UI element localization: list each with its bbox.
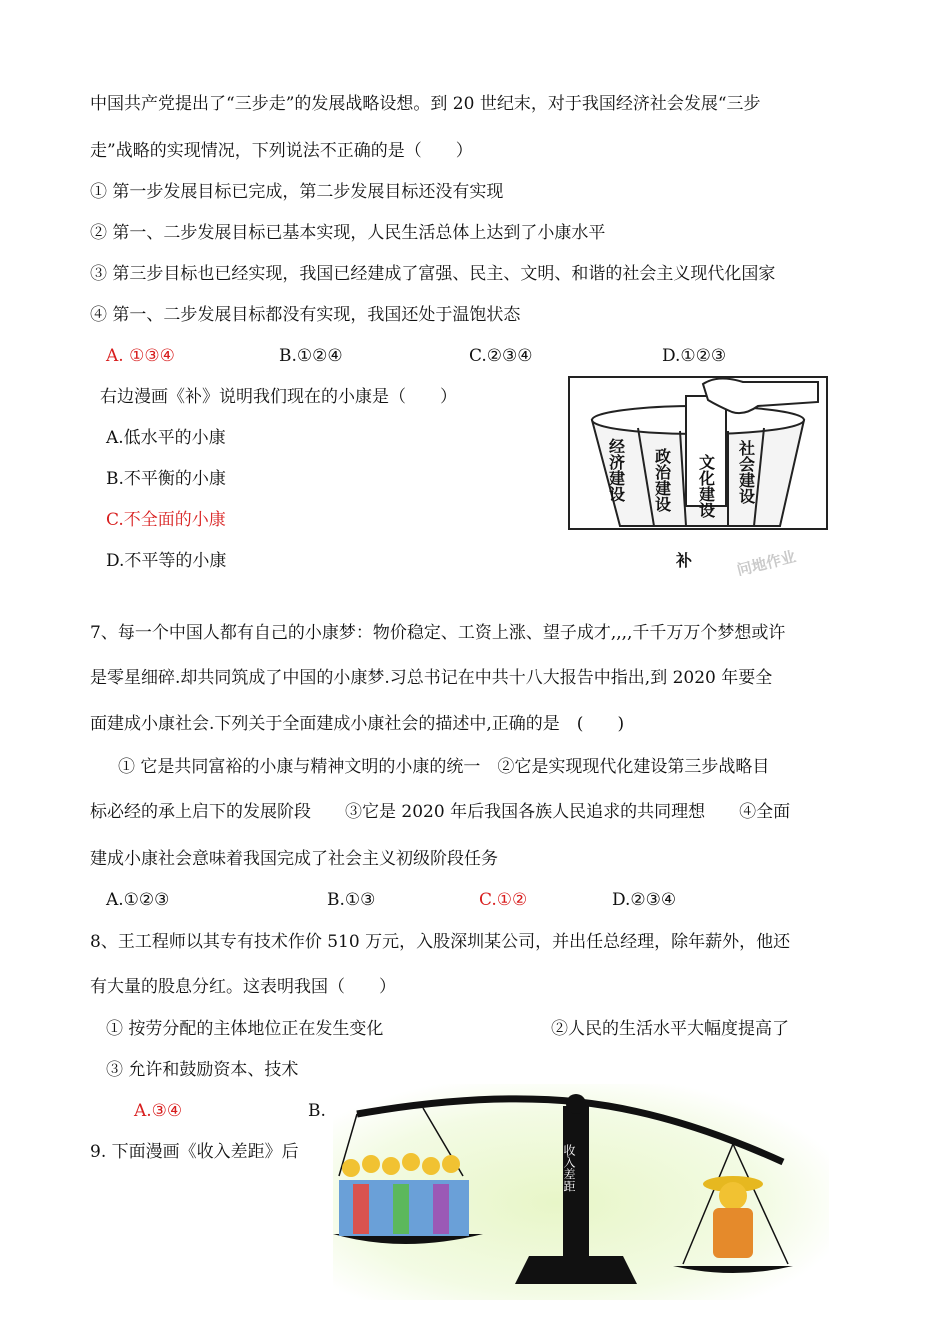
q8-option-b: B. bbox=[308, 1101, 326, 1121]
crowd-icon bbox=[339, 1153, 469, 1236]
cartoon-caption: 补 bbox=[676, 551, 693, 570]
scale-base bbox=[515, 1256, 637, 1284]
q6-option-d: D.不平等的小康 bbox=[106, 551, 227, 571]
q7-option-d: D.②③④ bbox=[612, 890, 677, 910]
q7-items-line3: 建成小康社会意味着我国完成了社会主义初级阶段任务 bbox=[90, 849, 498, 869]
q7-option-c: C.①② bbox=[479, 890, 528, 910]
q9-stem: 9. 下面漫画《收入差距》后 bbox=[90, 1142, 299, 1162]
q-prev-option-c: C.②③④ bbox=[469, 346, 533, 366]
post-label: 收入差距 bbox=[562, 1144, 576, 1192]
q8-item-2: ②人民的生活水平大幅度提高了 bbox=[551, 1019, 789, 1039]
q-prev-item-4: ④ 第一、二步发展目标都没有实现，我国还处于温饱状态 bbox=[90, 305, 521, 325]
q-prev-option-b: B.①②④ bbox=[279, 346, 343, 366]
q-prev-item-3: ③ 第三步目标也已经实现，我国已经建成了富强、民主、文明、和谐的社会主义现代化国家 bbox=[90, 264, 776, 284]
watermark: 问地作业 bbox=[735, 547, 798, 576]
q6-option-b: B.不平衡的小康 bbox=[106, 469, 226, 489]
q8-stem-line1: 8、王工程师以其专有技术作价 510 万元，入股深圳某公司，并出任总经理，除年薪外，他还 bbox=[90, 932, 791, 952]
plank-label-economy: 经济建设 bbox=[606, 438, 626, 502]
q-prev-option-a: A. ①③④ bbox=[106, 346, 175, 366]
income-gap-cartoon bbox=[333, 1084, 829, 1300]
q6-option-a: A.低水平的小康 bbox=[106, 428, 226, 448]
plank-label-culture: 文化建设 bbox=[696, 454, 716, 518]
bucket-cartoon bbox=[568, 376, 830, 576]
q-prev-item-2: ② 第一、二步发展目标已基本实现，人民生活总体上达到了小康水平 bbox=[90, 223, 606, 243]
q6-option-c: C.不全面的小康 bbox=[106, 510, 226, 530]
q-prev-stem-line2: 走”战略的实现情况，下列说法不正确的是（ ） bbox=[90, 141, 473, 161]
q-prev-stem-line1: 中国共产党提出了“三步走”的发展战略设想。到 20 世纪末，对于我国经济社会发展“三步 bbox=[90, 94, 761, 114]
q7-stem-line2: 是零星细碎.却共同筑成了中国的小康梦.习总书记在中共十八大报告中指出,到 2020 年要全 bbox=[90, 668, 773, 688]
q7-items-line1: ① 它是共同富裕的小康与精神文明的小康的统一 ②它是实现现代化建设第三步战略目 bbox=[118, 757, 770, 777]
income-gap-cartoon-svg bbox=[333, 1084, 829, 1300]
q7-stem-line1: 7、每一个中国人都有自己的小康梦：物价稳定、工资上涨、望子成才,,,,千千万万个梦想或许 bbox=[90, 623, 786, 643]
q6-stem: 右边漫画《补》说明我们现在的小康是（ ） bbox=[100, 387, 457, 407]
q8-item-3: ③ 允许和鼓励资本、技术 bbox=[106, 1060, 299, 1080]
q8-option-a: A.③④ bbox=[134, 1101, 183, 1121]
q8-item-1: ① 按劳分配的主体地位正在发生变化 bbox=[106, 1019, 384, 1039]
q-prev-item-1: ① 第一步发展目标已完成，第二步发展目标还没有实现 bbox=[90, 182, 504, 202]
plank-label-politics: 政治建设 bbox=[652, 448, 672, 512]
q7-items-line2: 标必经的承上启下的发展阶段 ③它是 2020 年后我国各族人民追求的共同理想 ④全面 bbox=[90, 802, 791, 822]
q7-stem-line3: 面建成小康社会.下列关于全面建成小康社会的描述中,正确的是 ( ) bbox=[90, 714, 625, 734]
q-prev-option-d: D.①②③ bbox=[662, 346, 727, 366]
q8-stem-line2: 有大量的股息分红。这表明我国（ ） bbox=[90, 977, 396, 997]
bucket-cartoon-svg bbox=[568, 376, 830, 576]
q7-option-a: A.①②③ bbox=[106, 890, 170, 910]
q7-option-b: B.①③ bbox=[327, 890, 376, 910]
scale-pivot bbox=[566, 1094, 586, 1114]
plank-label-society: 社会建设 bbox=[736, 440, 756, 504]
